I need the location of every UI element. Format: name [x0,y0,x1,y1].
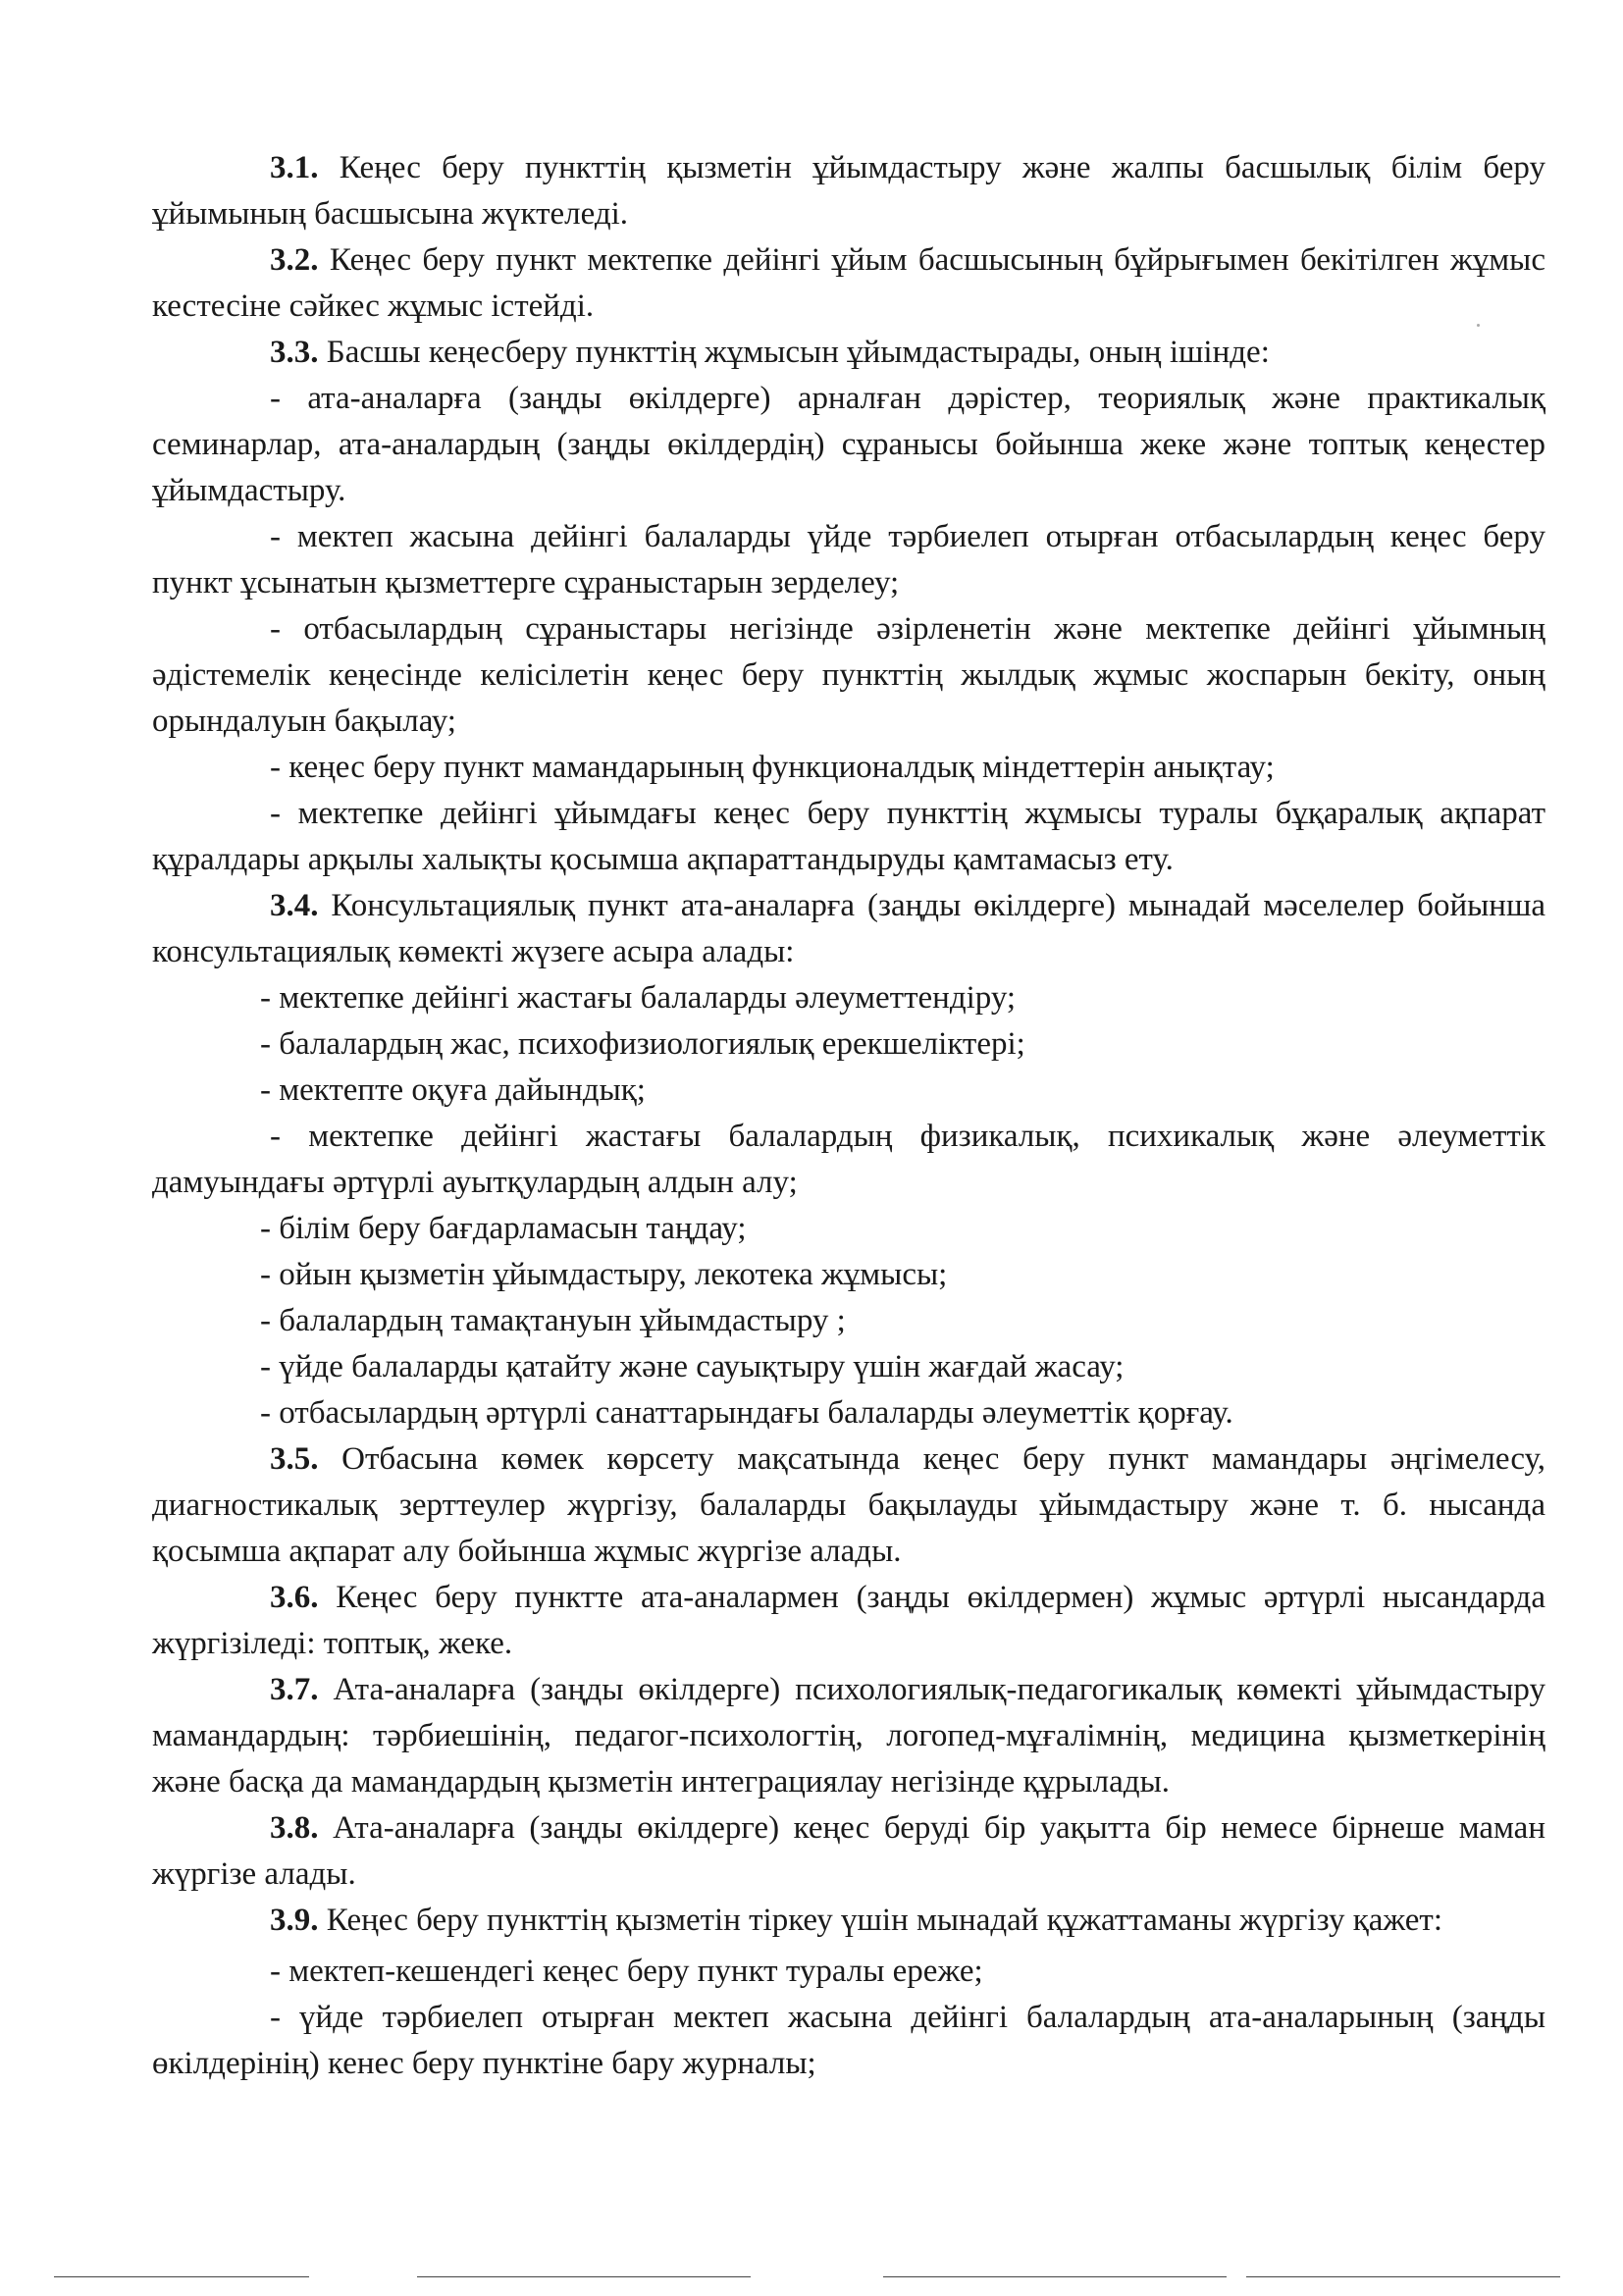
list-item: - отбасылардың әртүрлі санаттарындағы балаларды әлеуметтік қорғау. [260,1395,1233,1431]
clause-text: Кеңес беру пункт мектепке дейінгі ұйым басшысының бұйрығымен бекітілген жұмыс кестесіне сәйкес жұмыс істейді. [152,242,1545,324]
list-item: - мектепте оқуға дайындық; [260,1072,646,1108]
clause-3-7 [152,1667,1545,1805]
document-body [152,145,1545,2087]
list-item: - балалардың жас, психофизиологиялық ерекшеліктері; [260,1026,1025,1062]
clause-number: 3.5. [270,1441,319,1477]
clause-text: Кеңес беру пункттің қызметін тіркеу үшін мынадай құжаттаманы жүргізу қажет: [318,1903,1442,1938]
clause-3-4 [152,883,1545,975]
list-item: - үйде балаларды қатайту және сауықтыру үшін жағдай жасау; [260,1349,1125,1384]
clause-number: 3.6. [270,1580,319,1615]
clause-3-3 [152,330,1545,376]
clause-3-5 [152,1436,1545,1575]
scan-speck [1477,324,1480,327]
list-item: - мектепке дейінгі ұйымдағы кеңес беру пункттің жұмысы туралы бұқаралық ақпарат құралдары арқылы халықты қосымша ақпараттандыруды қамтамасыз ету. [152,796,1545,877]
clause-number: 3.4. [270,888,319,923]
list-item: - мектеп жасына дейінгі балаларды үйде тәрбиелеп отырған отбасылардың кеңес беру пункт ұсынатын қызметтерге сұраныстарын зерделеу; [152,519,1545,600]
list-item: - балалардың тамақтануын ұйымдастыру ; [260,1303,846,1338]
clause-text: Кеңес беру пунктте ата-аналармен (заңды өкілдермен) жұмыс әртүрлі нысандарда жүргізіледі: топтық, жеке. [152,1580,1545,1661]
scan-footer-lines [0,2274,1623,2282]
scan-line [1246,2276,1560,2277]
list-item: - мектепке дейінгі жастағы балаларды әлеуметтендіру; [260,980,1017,1016]
clause-text: Басшы кеңесберу пункттің жұмысын ұйымдастырады, оның ішінде: [318,335,1270,370]
list-item: - мектеп-кешендегі кеңес беру пункт туралы ереже; [270,1954,983,1989]
clause-number: 3.2. [270,242,319,278]
list-item: - білім беру бағдарламасын таңдау; [260,1211,747,1246]
list-item: - отбасылардың сұраныстары негізінде әзірленетін және мектепке дейінгі ұйымның әдістемелік кеңесінде келісілетін кеңес беру пункттің жылдық жұмыс жоспарын бекіту, оның орындалуын бақылау; [152,611,1545,739]
clause-3-2 [152,237,1545,330]
clause-text: Кеңес беру пункттің қызметін ұйымдастыру және жалпы басшылық білім беру ұйымының басшысына жүктеледі. [152,150,1545,232]
list-item: - мектепке дейінгі жастағы балалардың физикалық, психикалық және әлеуметтік дамуындағы әртүрлі ауытқулардың алдын алу; [152,1119,1545,1200]
clause-text: Консультациялық пункт ата-аналарға (заңды өкілдерге) мынадай мәселелер бойынша консультациялық көмекті жүзеге асыра алады: [152,888,1545,969]
clause-3-8 [152,1805,1545,1898]
clause-number: 3.8. [270,1810,319,1846]
clause-number: 3.7. [270,1672,319,1707]
scan-line [54,2276,309,2277]
clause-text: Ата-аналарға (заңды өкілдерге) психологиялық-педагогикалық көмекті ұйымдастыру мамандардың: тәрбиешінің, педагог-психологтің, логопед-мұғалімнің, медицина қызметкерінің және басқа да мамандардың қызметін интеграциялау негізінде құрылады. [152,1672,1545,1800]
clause-text: Отбасына көмек көрсету мақсатында кеңес беру пункт мамандары әңгімелесу, диагностикалық зерттеулер жүргізу, балаларды бақылауды ұйымдастыру және т. б. нысанда қосымша ақпарат алу бойынша жұмыс жүргізе алады. [152,1441,1545,1569]
scan-line [883,2276,1227,2277]
list-item: - ата-аналарға (заңды өкілдерге) арналған дәрістер, теориялық және практикалық семинарлар, ата-аналардың (заңды өкілдердің) сұранысы бойынша жеке және топтық кеңестер ұйымдастыру. [152,381,1545,508]
list-item: - ойын қызметін ұйымдастыру, лекотека жұмысы; [260,1257,948,1292]
scan-line [417,2276,751,2277]
clause-number: 3.9. [270,1903,319,1938]
clause-3-1 [152,145,1545,237]
list-item: - үйде тәрбиелеп отырған мектеп жасына дейінгі балалардың ата-аналарының (заңды өкілдерінің) кенес беру пунктіне бару журналы; [152,2000,1545,2081]
clause-number: 3.3. [270,335,319,370]
list-item: - кеңес беру пункт мамандарының функционалдық міндеттерін анықтау; [270,750,1275,785]
clause-3-6 [152,1575,1545,1667]
clause-3-9 [152,1898,1545,1944]
clause-number: 3.1. [270,150,319,185]
clause-text: Ата-аналарға (заңды өкілдерге) кеңес беруді бір уақытта бір немесе бірнеше маман жүргізе алады. [152,1810,1545,1892]
